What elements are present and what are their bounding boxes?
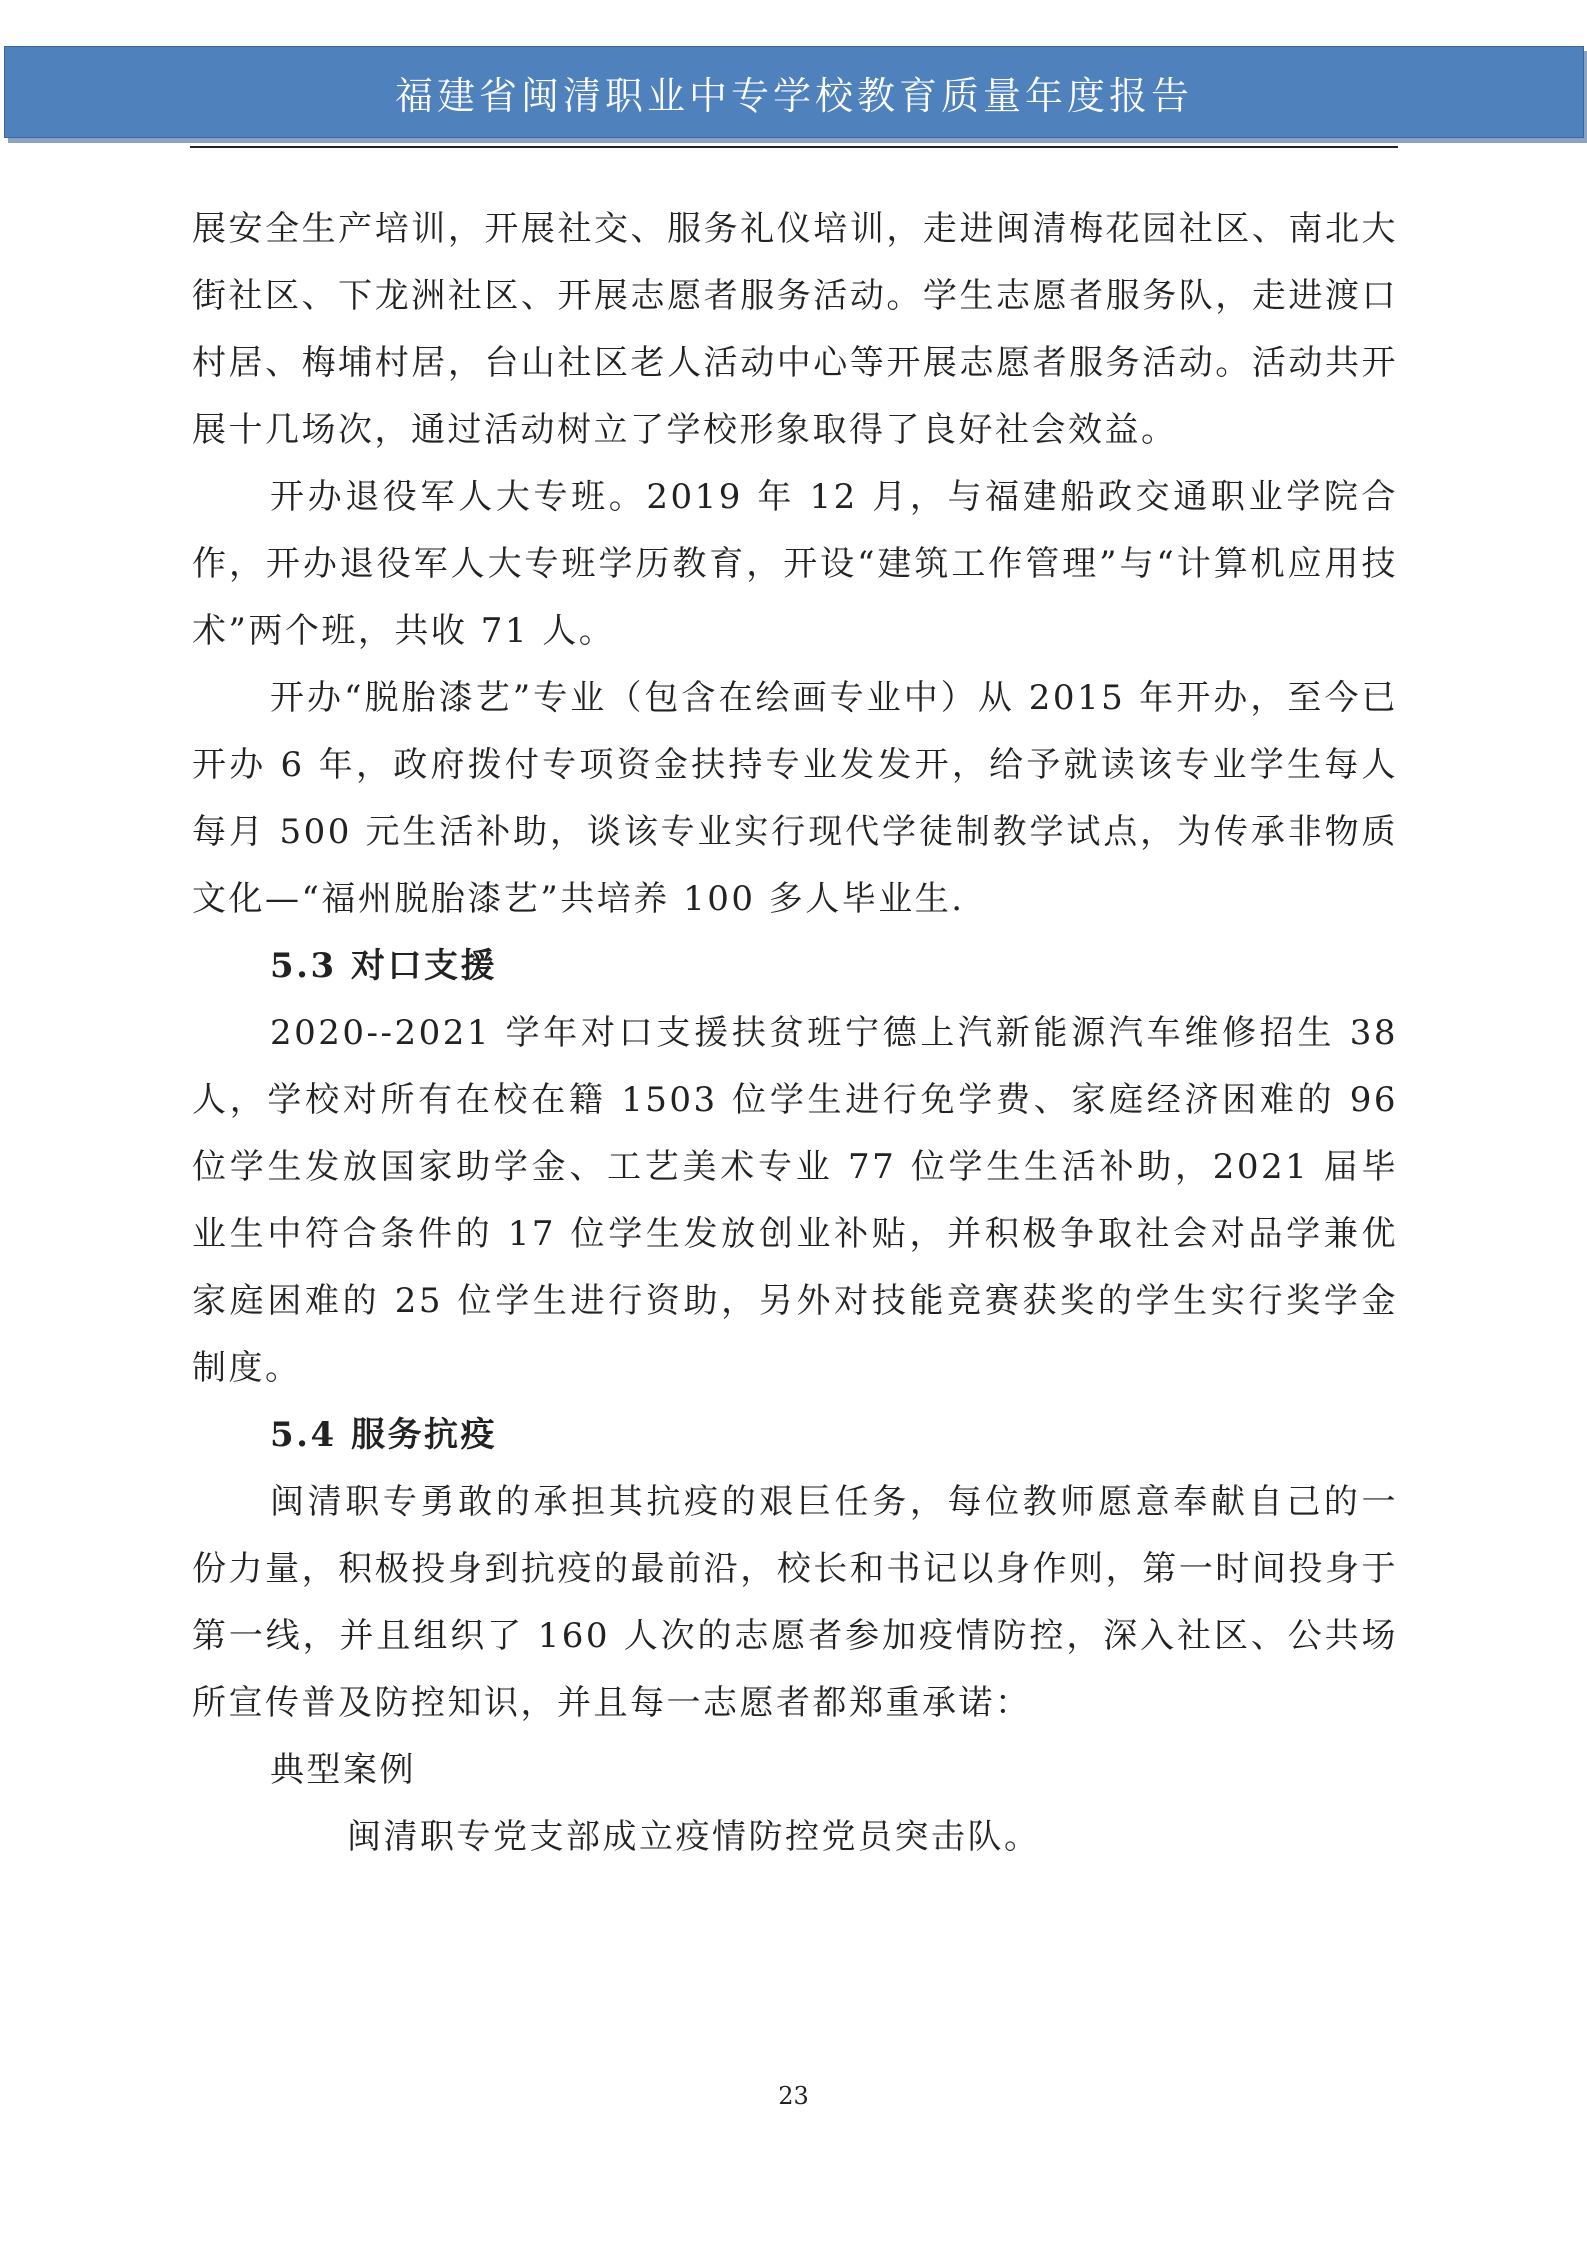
section-heading-5-3: 5.3 对口支援 <box>270 946 497 986</box>
paragraph-veterans-college-class: 开办退役军人大专班。2019 年 12 月，与福建船政交通职业学院合作，开办退役军人大专班学历教育，开设“建筑工作管理”与“计算机应用技术”两个班，共收 71 人。 <box>192 477 1398 651</box>
header-banner <box>4 46 1584 138</box>
paragraph-lacquer-art-major: 开办“脱胎漆艺”专业（包含在绘画专业中）从 2015 年开办，至今已开办 6 年，政府拨付专项资金扶持专业发发开，给予就读该专业学生每人每月 500 元生活补助，谈该专业实行现代学徒制教学试点，为传承非物质文化—“福州脱胎漆艺”共培养 100 多人毕业生. <box>192 678 1398 919</box>
document-title: 福建省闽清职业中专学校教育质量年度报告 <box>394 73 1193 118</box>
typical-case-label: 典型案例 <box>270 1750 416 1790</box>
page-number: 23 <box>778 2082 809 2110</box>
paragraph-counterpart-support: 2020--2021 学年对口支援扶贫班宁德上汽新能源汽车维修招生 38 人，学校对所有在校在籍 1503 位学生进行免学费、家庭经济困难的 96 位学生发放国家助学金、工艺美术专业 77 位学生生活补助，2021 届毕业生中符合条件的 17 位学生发放创业补贴，并积极争取社会对品学兼优家庭困难的 25 位学生进行资助，另外对技能竞赛获奖的学生实行奖学金制度。 <box>192 1013 1398 1388</box>
header-divider <box>190 146 1398 148</box>
paragraph-anti-epidemic: 闽清职专勇敢的承担其抗疫的艰巨任务，每位教师愿意奉献自己的一份力量，积极投身到抗疫的最前沿，校长和书记以身作则，第一时间投身于第一线，并且组织了 160 人次的志愿者参加疫情防控，深入社区、公共场所宣传普及防控知识，并且每一志愿者都郑重承诺： <box>192 1482 1398 1723</box>
paragraph-volunteer-activities: 展安全生产培训，开展社交、服务礼仪培训，走进闽清梅花园社区、南北大街社区、下龙洲社区、开展志愿者服务活动。学生志愿者服务队，走进渡口村居、梅埔村居，台山社区老人活动中心等开展志愿者服务活动。活动共开展十几场次，通过活动树立了学校形象取得了良好社会效益。 <box>192 209 1398 450</box>
section-heading-5-4: 5.4 服务抗疫 <box>270 1415 497 1455</box>
typical-case-item: 闽清职专党支部成立疫情防控党员突击队。 <box>347 1817 1041 1857</box>
page-content <box>192 196 1398 1871</box>
